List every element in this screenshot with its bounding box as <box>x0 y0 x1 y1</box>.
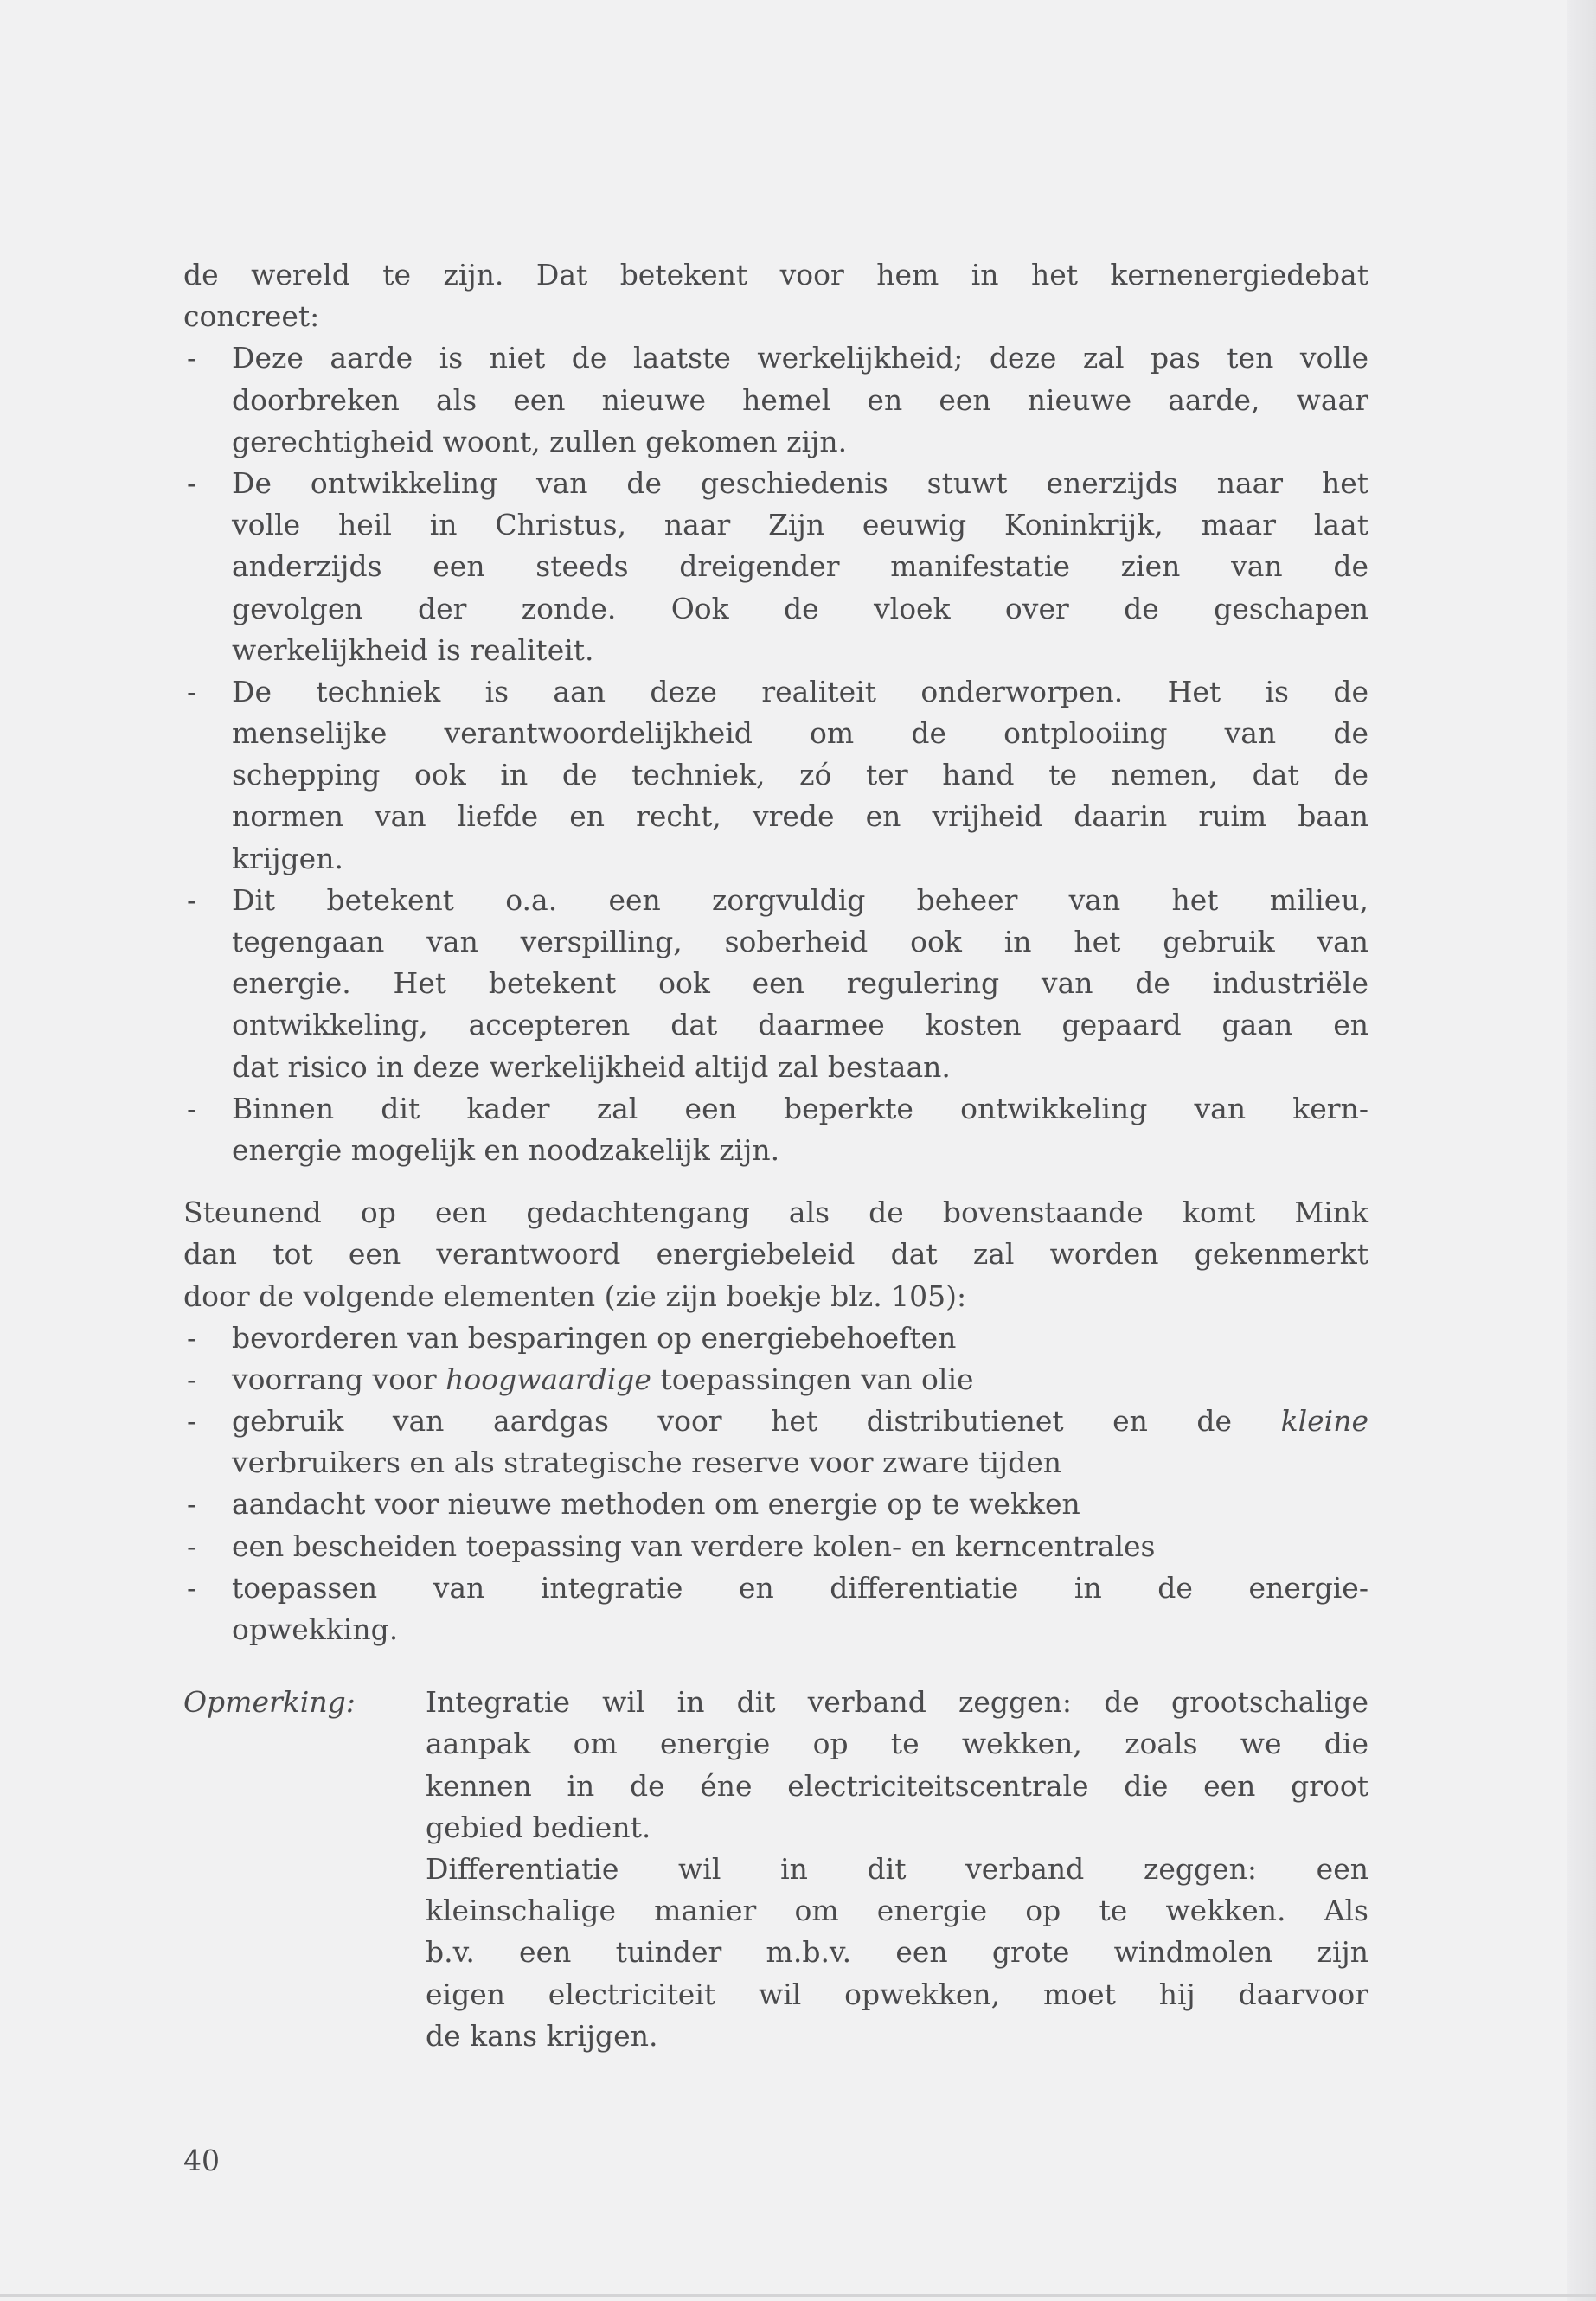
policy-paragraph <box>183 1192 1368 1317</box>
text-line: anderzijds een steeds dreigender manifestatie zien van de <box>232 549 1368 584</box>
policy-elements-list <box>183 1317 1368 1651</box>
list-item <box>183 1567 1368 1650</box>
text-line: de kans krijgen. <box>426 2018 658 2053</box>
text-line: normen van liefde en recht, vrede en vrijheid daarin ruim baan <box>232 799 1368 834</box>
list-item <box>183 1526 1368 1567</box>
bullet-dash: - <box>187 1320 197 1355</box>
emphasis: hoogwaardige <box>445 1362 651 1396</box>
list-item <box>183 463 1368 671</box>
text-line: De techniek is aan deze realiteit onderworpen. Het is de <box>232 674 1368 708</box>
text-line: bevorderen van besparingen op energiebehoeften <box>232 1320 957 1355</box>
scan-edge <box>1567 0 1596 2301</box>
page-number: 40 <box>183 2144 220 2177</box>
text-line: dan tot een verantwoord energiebeleid dat zal worden gekenmerkt <box>183 1237 1368 1272</box>
text-line: De ontwikkeling van de geschiedenis stuwt enerzijds naar het <box>232 465 1368 500</box>
text-line: eigen electriciteit wil opwekken, moet hij daarvoor <box>426 1977 1368 2011</box>
bullet-dash: - <box>187 465 197 500</box>
text-line: de wereld te zijn. Dat betekent voor hem in het kernenergiedebat <box>183 258 1368 292</box>
note-paragraph <box>426 1682 1368 1849</box>
list-item <box>183 671 1368 880</box>
text-line: kennen in de éne electriciteitscentrale die een groot <box>426 1768 1368 1803</box>
bullet-dash: - <box>187 1570 197 1605</box>
list-item <box>183 1088 1368 1171</box>
scan-bottom-line <box>0 2294 1596 2297</box>
bullet-dash: - <box>187 1487 197 1522</box>
text-line: gebied bedient. <box>426 1810 651 1844</box>
text-line: voorrang voor hoogwaardige toepassingen van olie <box>232 1362 974 1396</box>
list-item <box>183 1484 1368 1525</box>
bullet-dash: - <box>187 341 197 375</box>
bullet-dash: - <box>187 882 197 917</box>
text-line: opwekking. <box>232 1612 399 1646</box>
note-paragraph <box>426 1849 1368 2057</box>
text-line: toepassen van integratie en differentiatie in de energie- <box>232 1570 1368 1605</box>
text-line: aanpak om energie op te wekken, zoals we die <box>426 1727 1368 1761</box>
text-line: b.v. een tuinder m.b.v. een grote windmolen zijn <box>426 1935 1368 1970</box>
bullet-dash: - <box>187 1529 197 1563</box>
list-item <box>183 1317 1368 1359</box>
text-line: energie mogelijk en noodzakelijk zijn. <box>232 1132 780 1167</box>
list-item <box>183 880 1368 1088</box>
text-line: energie. Het betekent ook een regulering van de industriële <box>232 966 1368 1001</box>
bullet-dash: - <box>187 1404 197 1439</box>
emphasis: kleine <box>1280 1404 1368 1439</box>
text-line: menselijke verantwoordelijkheid om de ontplooiing van de <box>232 716 1368 751</box>
bullet-dash: - <box>187 674 197 708</box>
bullet-dash: - <box>187 1091 197 1125</box>
bullet-dash: - <box>187 1362 197 1396</box>
text-line: gevolgen der zonde. Ook de vloek over de geschapen <box>232 591 1368 625</box>
text-line: Differentiatie wil in dit verband zeggen: een <box>426 1851 1368 1886</box>
text-line: gebruik van aardgas voor het distributienet en de kleine <box>232 1404 1368 1439</box>
text-line: Binnen dit kader zal een beperkte ontwikkeling van kern- <box>232 1091 1368 1125</box>
text-line: dat risico in deze werkelijkheid altijd zal bestaan. <box>232 1049 951 1084</box>
text-line: aandacht voor nieuwe methoden om energie op te wekken <box>232 1487 1080 1522</box>
text-line: kleinschalige manier om energie op te wekken. Als <box>426 1894 1368 1928</box>
text-line: doorbreken als een nieuwe hemel en een nieuwe aarde, waar <box>232 382 1368 417</box>
text-line: ontwikkeling, accepteren dat daarmee kosten gepaard gaan en <box>232 1008 1368 1042</box>
page-body <box>183 254 1368 2057</box>
text-line: werkelijkheid is realiteit. <box>232 632 594 667</box>
text-line: Steunend op een gedachtengang als de bovenstaande komt Mink <box>183 1195 1368 1230</box>
text-line: Dit betekent o.a. een zorgvuldig beheer van het milieu, <box>232 882 1368 917</box>
text-line: verbruikers en als strategische reserve voor zware tijden <box>232 1445 1062 1480</box>
text-line: krijgen. <box>232 841 343 875</box>
text-line: volle heil in Christus, naar Zijn eeuwig Koninkrijk, maar laat <box>232 508 1368 542</box>
list-item <box>183 337 1368 463</box>
list-item <box>183 1400 1368 1484</box>
note-block <box>183 1682 1368 2057</box>
principles-list <box>183 337 1368 1171</box>
note-label: Opmerking: <box>183 1685 356 1720</box>
text-line: schepping ook in de techniek, zó ter hand te nemen, dat de <box>232 758 1368 792</box>
list-item <box>183 1359 1368 1400</box>
text-line: Integratie wil in dit verband zeggen: de grootschalige <box>426 1685 1368 1720</box>
text-line: een bescheiden toepassing van verdere kolen- en kerncentrales <box>232 1529 1156 1563</box>
text-line: Deze aarde is niet de laatste werkelijkheid; deze zal pas ten volle <box>232 341 1368 375</box>
text-line: concreet: <box>183 299 320 334</box>
intro-paragraph <box>183 254 1368 337</box>
text-line: door de volgende elementen (zie zijn boekje blz. 105): <box>183 1279 967 1313</box>
text-line: tegengaan van verspilling, soberheid ook in het gebruik van <box>232 925 1368 958</box>
text-line: gerechtigheid woont, zullen gekomen zijn. <box>232 424 848 458</box>
